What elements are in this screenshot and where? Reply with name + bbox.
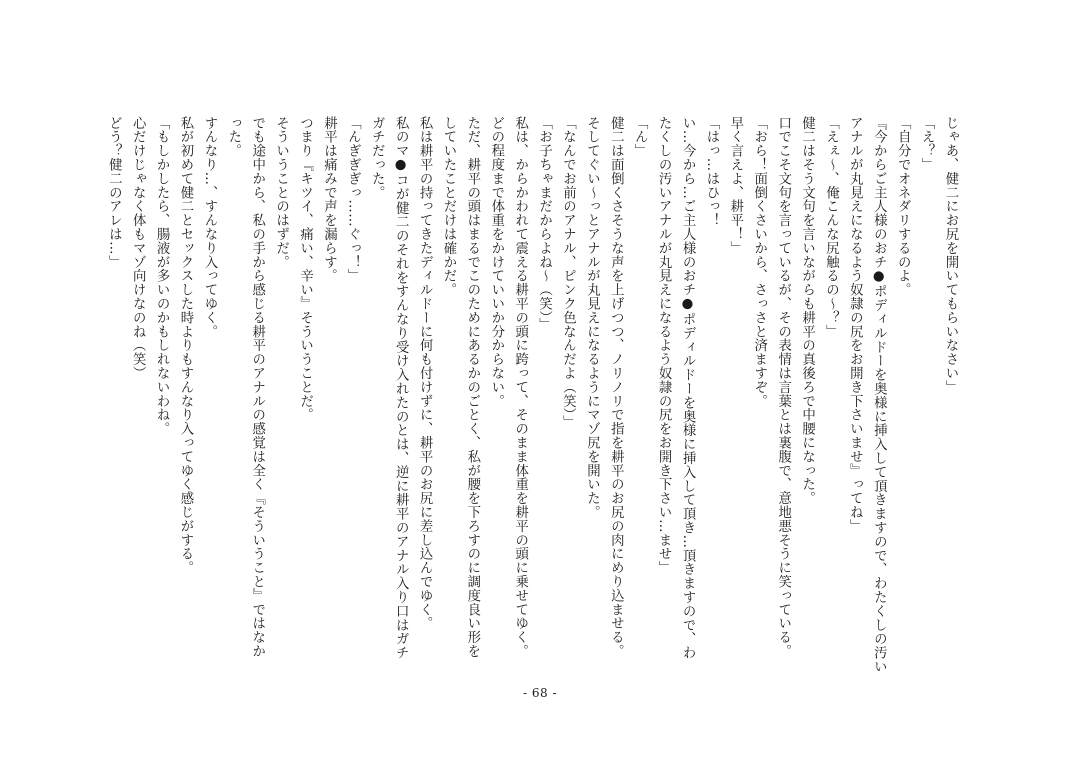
text-line: すんなり…、すんなり入ってゆく。 — [201, 116, 217, 339]
text-line: でも途中から、私の手から感じる耕平のアナルの感覚は全く『そういうこと』ではなか — [249, 116, 265, 659]
text-line: 健二はそう文句を言いながらも耕平の真後ろで中腰になった。 — [799, 116, 815, 506]
text-line: 「んぎぎぎっ……ぐっ！」 — [345, 116, 361, 283]
text-line: ただ、耕平の頭はまるでこのためにあるかのごとく、私が腰を下ろすのに調度良い形を — [464, 116, 480, 659]
text-line: そしてぐい～っとアナルが丸見えになるようにマゾ尻を開いた。 — [584, 116, 600, 520]
text-line: 『今からご主人様のおチ●ポディルドーを奥様に挿入して頂きますので、わたくしの汚い — [871, 116, 887, 674]
text-line: たくしの汚いアナルが丸見えになるよう奴隷の尻をお開き下さい…ませ」 — [656, 116, 672, 575]
text-line: していたことだけは確かだ。 — [440, 116, 456, 297]
text-line: つまり『キツイ、痛い、辛い』そういうことだ。 — [297, 116, 313, 422]
text-line: ガチだった。 — [369, 116, 385, 200]
text-line: どの程度まで体重をかけていいか分からない。 — [488, 116, 504, 408]
text-line: 私のマ●コが健二のそれをすんなり受け入れたのとは、逆に耕平のアナル入り口はガチ — [393, 116, 409, 660]
text-line: 「なんでお前のアナル、ピンク色なんだよ（笑）」 — [560, 116, 576, 429]
page-number: - 68 - — [522, 686, 557, 700]
text-line: 「え？」 — [919, 116, 935, 172]
text-line: 耕平は痛みで声を漏らす。 — [321, 116, 337, 283]
text-line: 私は耕平の持ってきたディルドーに何も付けずに、耕平のお尻に差し込んでゆく。 — [417, 116, 433, 631]
text-line: どう？健二のアレは…」 — [106, 116, 122, 269]
text-line: 「はっ…はひっ！ — [703, 116, 719, 228]
text-line: そういうことのはずだ。 — [273, 116, 289, 269]
text-line: 健二は面倒くさそうな声を上げつつ、ノリノリで指を耕平のお尻の肉にめり込ませる。 — [608, 116, 624, 659]
text-line: じゃあ、健二にお尻を開いてもらいなさい」 — [943, 116, 958, 394]
text-line: 「ん」 — [632, 116, 648, 158]
text-line: 口でこそ文句を言っているが、その表情は言葉とは裏腹で、意地悪そうに笑っている。 — [775, 116, 791, 659]
text-line: 「お子ちゃまだからよね～（笑）」 — [536, 116, 552, 332]
text-line: 「もしかしたら、腸液が多いのかもしれないわね。 — [154, 116, 170, 436]
text-line: 私は、からかわれて震える耕平の頭に跨って、そのまま体重を耕平の頭に乗せてゆく。 — [512, 116, 528, 659]
text-line: 私が初めて健二とセックスした時よりもすんなり入ってゆく感じがする。 — [178, 116, 193, 575]
text-line: アナルが丸見えになるよう奴隷の尻をお開き下さいませ』ってね」 — [847, 116, 863, 533]
text-line: 早く言えよ、耕平！」 — [727, 116, 743, 255]
body-text — [102, 116, 962, 716]
text-line: った。 — [225, 116, 241, 158]
text-line: 「自分でオネダリするのよ。 — [895, 116, 911, 297]
text-line: 心だけじゃなく体もマゾ向けなのね（笑） — [130, 116, 146, 381]
text-line: い…今から…ご主人様のおチ●ポディルドーを奥様に挿入して頂き…頂きますので、わ — [680, 116, 696, 660]
text-line: 「えぇ～、俺こんな尻触るの～？」 — [823, 116, 839, 339]
text-line: 「おら！面倒くさいから、さっさと済ますぞ。 — [751, 116, 767, 408]
